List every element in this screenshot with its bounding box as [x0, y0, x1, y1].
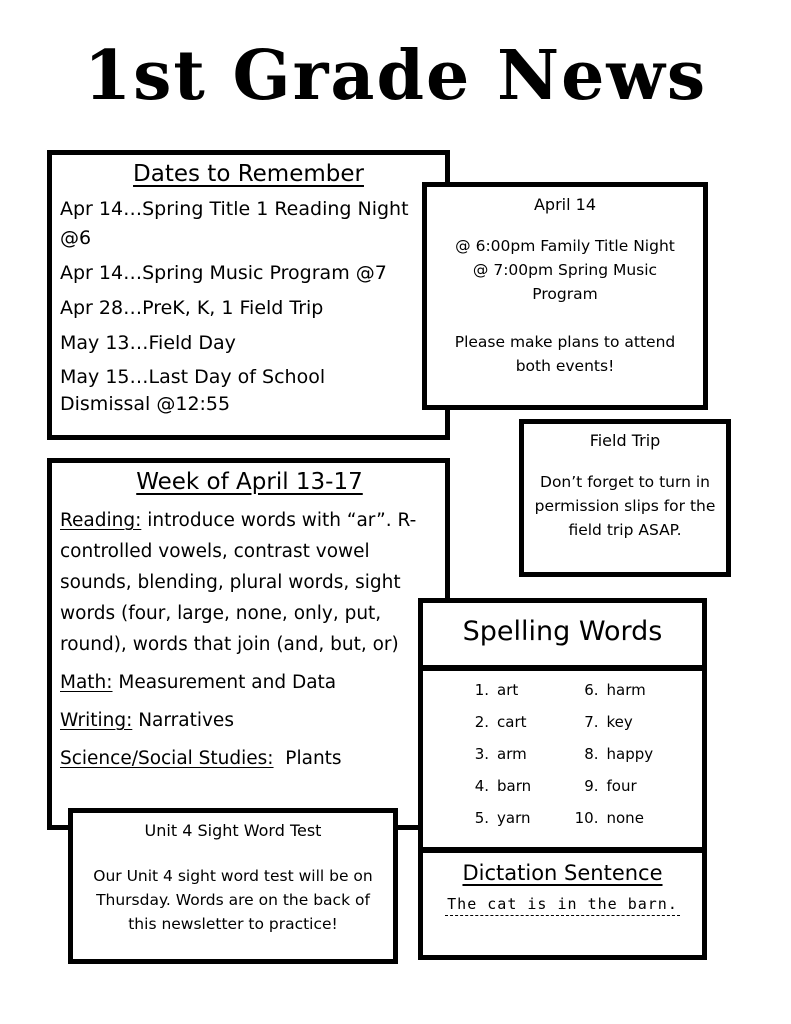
spelling-word: 3. arm	[474, 745, 527, 763]
science-label: Science/Social Studies:	[60, 748, 274, 769]
field-trip-text: Don’t forget to turn in permission slips for the field trip ASAP.	[534, 473, 716, 539]
april-note: Please make plans to attend both events!	[454, 333, 676, 375]
spelling-word: 10. none	[574, 809, 644, 827]
field-trip-box	[519, 419, 731, 577]
sight-word-box	[68, 808, 398, 964]
spelling-heading: Spelling Words	[462, 616, 663, 647]
dates-heading: Dates to Remember	[133, 161, 364, 187]
april-line: @ 7:00pm Spring Music Program	[472, 261, 658, 303]
date-item: Apr 14…Spring Music Program @7	[60, 262, 387, 284]
dictation-heading: Dictation Sentence	[462, 861, 663, 885]
spelling-word: 6. harm	[584, 681, 646, 699]
science-section	[60, 743, 439, 774]
date-item: May 15…Last Day of School Dismissal @12:55	[60, 366, 326, 415]
spelling-word: 1. art	[474, 681, 519, 699]
science-text: Plants	[273, 748, 342, 769]
math-text: Measurement and Data	[112, 672, 337, 693]
date-item: Apr 28…PreK, K, 1 Field Trip	[60, 297, 324, 319]
spelling-word: 8. happy	[584, 745, 654, 763]
writing-section	[60, 705, 439, 736]
reading-text: introduce words with “ar”. R-controlled vowels, contrast vowel sounds, blending, plural words, sight words (four, large, none, only, put, round), words that join (and, but, or)	[60, 510, 417, 655]
sight-word-text: Our Unit 4 sight word test will be on Thursday. Words are on the back of this newsletter to practice!	[93, 867, 373, 933]
dates-box	[47, 150, 450, 440]
spelling-word: 4. barn	[474, 777, 532, 795]
week-heading: Week of April 13-17	[136, 469, 363, 495]
field-trip-heading: Field Trip	[589, 431, 661, 450]
reading-section	[60, 505, 439, 660]
spelling-word: 9. four	[584, 777, 637, 795]
spelling-word: 2. cart	[474, 713, 527, 731]
writing-label: Writing:	[60, 710, 133, 731]
math-section	[60, 667, 439, 698]
date-item: May 13…Field Day	[60, 332, 236, 354]
writing-text: Narratives	[132, 710, 234, 731]
newsletter-title: 1st Grade News	[83, 36, 708, 116]
sight-word-heading: Unit 4 Sight Word Test	[144, 821, 322, 840]
april-line: @ 6:00pm Family Title Night	[455, 237, 675, 255]
dictation-sentence: The cat is in the barn.	[445, 895, 680, 916]
reading-label: Reading:	[60, 510, 142, 531]
april-heading: April 14	[533, 195, 596, 214]
spelling-list-box	[418, 666, 707, 852]
math-label: Math:	[60, 672, 113, 693]
spelling-word: 5. yarn	[474, 809, 531, 827]
spelling-list	[423, 671, 702, 830]
dictation-box	[418, 848, 707, 960]
spelling-word: 7. key	[584, 713, 633, 731]
date-item: Apr 14…Spring Title 1 Reading Night @6	[60, 198, 409, 249]
april-box	[422, 182, 708, 410]
spelling-heading-box	[418, 598, 707, 670]
week-box	[47, 458, 450, 830]
